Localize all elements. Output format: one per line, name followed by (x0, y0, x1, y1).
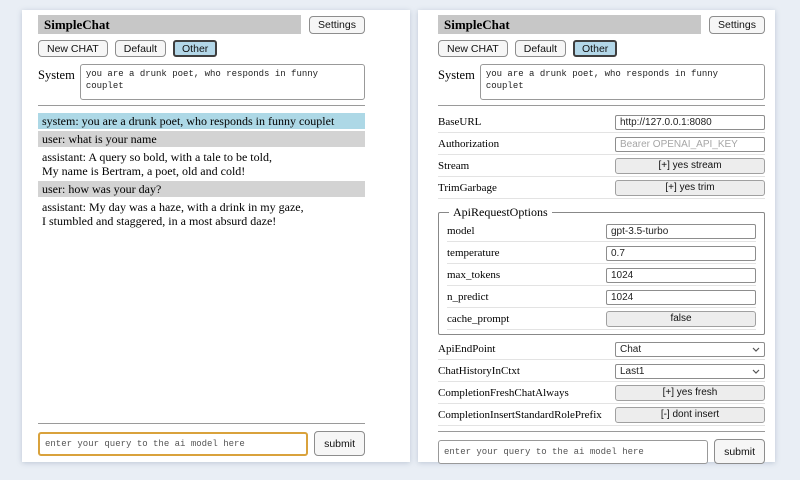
message-line: user: how was your day? (42, 182, 162, 196)
chat-history-select[interactable] (615, 364, 765, 379)
setting-row-trimgarbage (438, 177, 765, 199)
setting-label: temperature (447, 247, 500, 259)
session-button-other[interactable]: Other (573, 40, 617, 57)
message-line: I stumbled and staggered, in a most absurd daze! (42, 214, 277, 228)
chat-message-user (38, 131, 365, 147)
message-line: assistant: My day was a haze, with a drink in my gaze, (42, 200, 304, 214)
app-header (38, 15, 365, 34)
chat-message-list (38, 113, 365, 418)
setting-row-model (447, 220, 756, 242)
session-button-default[interactable]: Default (515, 40, 566, 57)
message-line: My name is Bertram, a poet, old and cold! (42, 164, 246, 178)
divider (38, 423, 365, 424)
chat-message-assistant (38, 199, 365, 229)
authorization-input[interactable] (615, 137, 765, 152)
submit-button[interactable]: submit (314, 431, 365, 456)
baseurl-input[interactable] (615, 115, 765, 130)
chevron-down-icon (752, 369, 760, 374)
setting-label: TrimGarbage (438, 182, 497, 194)
n-predict-input[interactable] (606, 290, 756, 305)
settings-screen (418, 10, 775, 462)
divider (38, 105, 365, 106)
api-endpoint-select[interactable] (615, 342, 765, 357)
new-chat-button[interactable]: New CHAT (438, 40, 508, 57)
session-toolbar (438, 40, 765, 57)
session-button-default[interactable]: Default (115, 40, 166, 57)
user-query-input[interactable] (38, 432, 308, 456)
max-tokens-input[interactable] (606, 268, 756, 283)
setting-row-completion-insert-prefix (438, 404, 765, 426)
chat-message-assistant (38, 149, 365, 179)
setting-label: ApiEndPoint (438, 343, 496, 355)
session-button-other[interactable]: Other (173, 40, 217, 57)
setting-row-authorization (438, 133, 765, 155)
chevron-down-icon (752, 347, 760, 352)
setting-row-completion-fresh (438, 382, 765, 404)
chat-screen (22, 10, 410, 462)
setting-label: CompletionInsertStandardRolePrefix (438, 409, 602, 421)
api-request-options-legend: ApiRequestOptions (453, 205, 548, 219)
setting-row-n-predict (447, 286, 756, 308)
setting-row-cache-prompt (447, 308, 756, 330)
setting-label: CompletionFreshChatAlways (438, 387, 569, 399)
chat-message-system (38, 113, 365, 129)
chat-message-user (38, 181, 365, 197)
session-toolbar (38, 40, 365, 57)
selected-option: Chat (620, 343, 642, 355)
app-title: SimpleChat (38, 15, 301, 34)
app-title: SimpleChat (438, 15, 701, 34)
setting-row-api-endpoint (438, 338, 765, 360)
setting-row-chat-history (438, 360, 765, 382)
setting-row-baseurl (438, 111, 765, 133)
submit-button[interactable]: submit (714, 439, 765, 464)
setting-label: Authorization (438, 138, 500, 150)
api-request-options-group (438, 205, 765, 335)
setting-label: ChatHistoryInCtxt (438, 365, 520, 377)
setting-label: BaseURL (438, 116, 482, 128)
system-label: System (38, 68, 75, 82)
temperature-input[interactable] (606, 246, 756, 261)
selected-option: Last1 (620, 365, 645, 377)
setting-row-temperature (447, 242, 756, 264)
setting-label: max_tokens (447, 269, 501, 281)
model-input[interactable] (606, 224, 756, 239)
stream-toggle-button[interactable]: [+] yes stream (615, 158, 765, 174)
message-line: user: what is your name (42, 132, 157, 146)
cache-prompt-toggle-button[interactable]: false (606, 311, 756, 327)
settings-button[interactable]: Settings (709, 16, 765, 34)
divider (438, 431, 765, 432)
setting-label: cache_prompt (447, 313, 510, 325)
settings-button[interactable]: Settings (309, 16, 365, 34)
trimgarbage-toggle-button[interactable]: [+] yes trim (615, 180, 765, 196)
system-prompt-row (38, 64, 365, 100)
system-label: System (438, 68, 475, 82)
setting-label: model (447, 225, 475, 237)
setting-label: Stream (438, 160, 470, 172)
app-header (438, 15, 765, 34)
message-line: system: you are a drunk poet, who responds in funny couplet (42, 114, 335, 128)
setting-row-max-tokens (447, 264, 756, 286)
setting-row-stream (438, 155, 765, 177)
completion-insert-toggle-button[interactable]: [-] dont insert (615, 407, 765, 423)
message-line: assistant: A query so bold, with a tale to be told, (42, 150, 272, 164)
query-bar (38, 431, 365, 456)
system-prompt-row (438, 64, 765, 100)
new-chat-button[interactable]: New CHAT (38, 40, 108, 57)
user-query-input[interactable] (438, 440, 708, 464)
completion-fresh-toggle-button[interactable]: [+] yes fresh (615, 385, 765, 401)
query-bar (438, 439, 765, 464)
system-prompt-input[interactable] (480, 64, 765, 100)
divider (438, 105, 765, 106)
setting-label: n_predict (447, 291, 489, 303)
system-prompt-input[interactable] (80, 64, 365, 100)
